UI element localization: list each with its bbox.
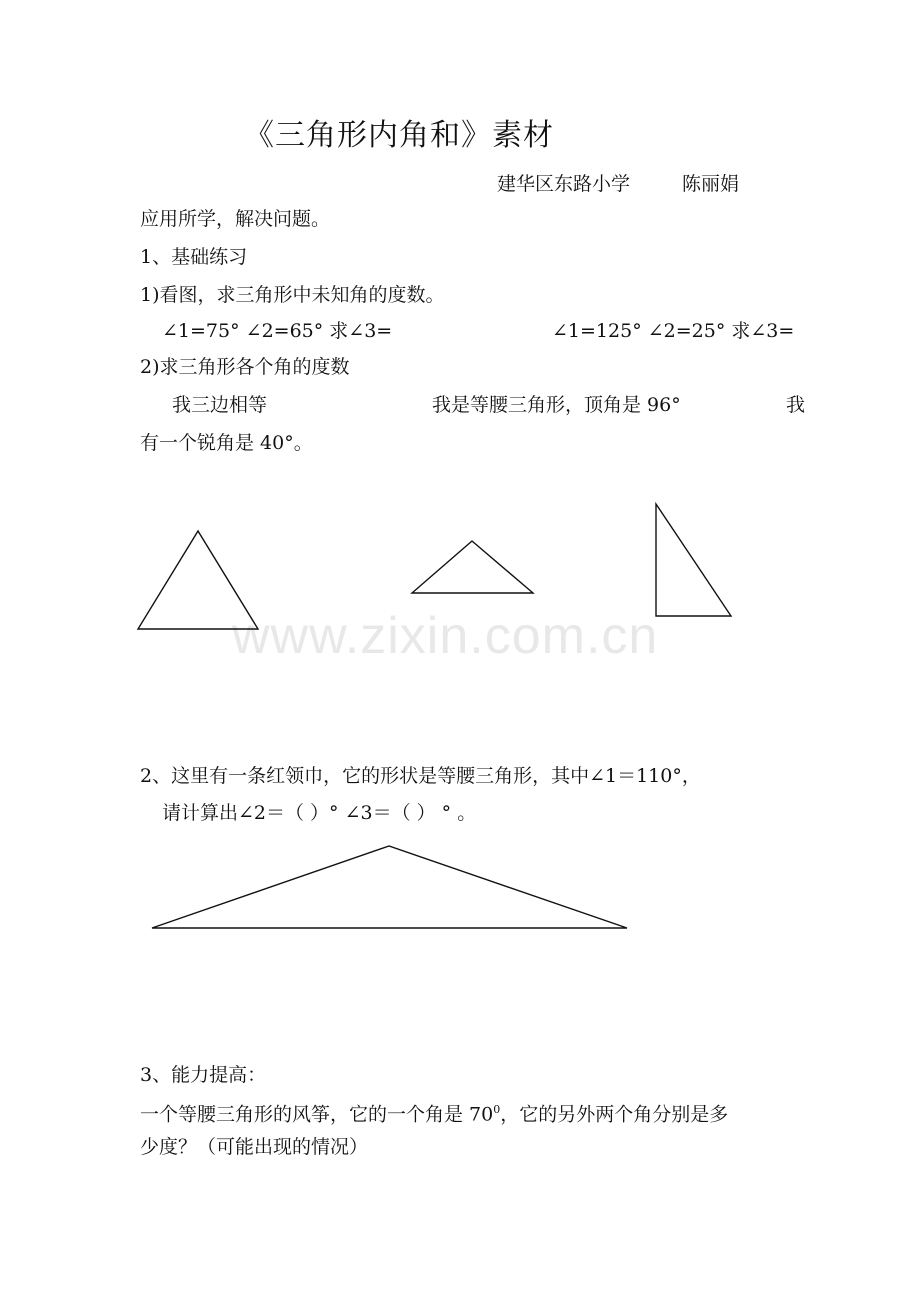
isosceles-triangle-96 bbox=[412, 541, 533, 593]
section1-heading: 1、基础练习 bbox=[140, 246, 248, 268]
watermark: www.zixin.com.cn bbox=[232, 607, 659, 665]
section3-line1: 一个等腰三角形的风筝，它的一个角是 $70^0$，它的另外两个角分别是多 bbox=[140, 1103, 729, 1126]
red-scarf-triangle bbox=[152, 846, 627, 928]
right-triangle bbox=[656, 504, 731, 616]
q2-label: 2)求三角形各个角的度数 bbox=[140, 356, 350, 378]
section2-line1: 2、这里有一条红领巾，它的形状是等腰三角形，其中∠1＝110°， bbox=[140, 765, 701, 787]
q1-label: 1)看图，求三角形中未知角的度数。 bbox=[140, 284, 445, 306]
equilateral-triangle bbox=[138, 531, 258, 629]
page-title: 《三角形内角和》素材 bbox=[244, 118, 554, 153]
author-name: 陈丽娟 bbox=[682, 173, 740, 195]
q2-caption-equilateral: 我三边相等 bbox=[172, 394, 268, 416]
q2-caption-right-start: 我 bbox=[786, 394, 806, 416]
q2-caption-right-end: 有一个锐角是 40°。 bbox=[140, 432, 313, 454]
author-school: 建华区东路小学 bbox=[497, 173, 631, 195]
degree-superscript: 0 bbox=[493, 1103, 501, 1116]
section3-line2: 少度？（可能出现的情况） bbox=[140, 1136, 369, 1158]
q1-right-angles: ∠1=125° ∠2=25° 求∠3= bbox=[552, 320, 795, 342]
q1-left-angles: ∠1=75° ∠2=65° 求∠3= bbox=[162, 320, 393, 342]
intro-text: 应用所学，解决问题。 bbox=[140, 208, 331, 230]
section3-heading: 3、能力提高： bbox=[140, 1064, 267, 1086]
section2-line2: 请计算出∠2＝（ ）° ∠3＝（ ） ° 。 bbox=[162, 802, 477, 824]
q2-caption-isosceles: 我是等腰三角形，顶角是 96° bbox=[432, 394, 681, 416]
